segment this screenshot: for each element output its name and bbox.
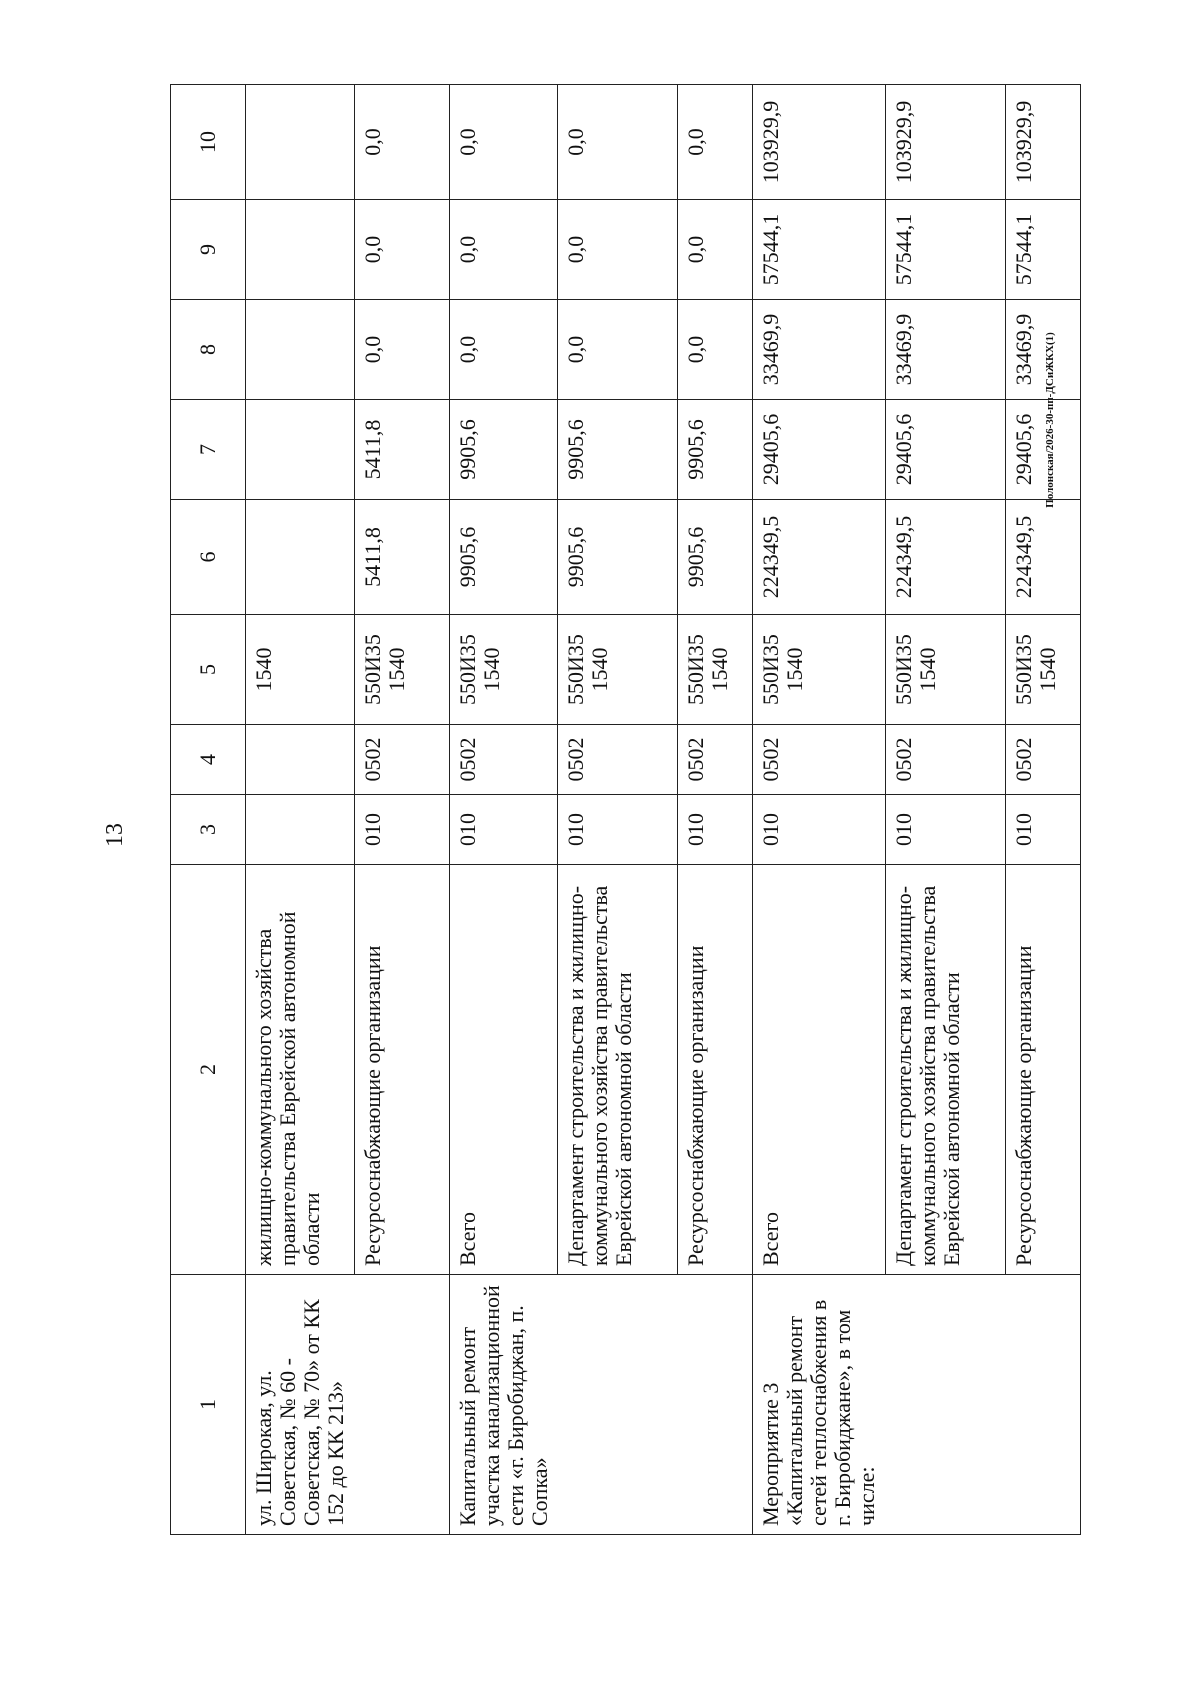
page-number: 13 <box>102 823 128 847</box>
value-cell: 9905,6 <box>678 500 753 615</box>
value-cell: 9905,6 <box>449 400 558 500</box>
section-code-cell: 0502 <box>1005 725 1080 795</box>
table-row <box>558 85 678 1535</box>
activity-cell <box>354 1275 449 1535</box>
value-cell: 0,0 <box>678 300 753 400</box>
value-cell: 224349,5 <box>1005 500 1080 615</box>
gr-code-cell: 010 <box>678 795 753 865</box>
value-cell: 0,0 <box>678 85 753 200</box>
value-cell: 57544,1 <box>885 200 1005 300</box>
header-cell: 4 <box>171 725 246 795</box>
value-cell: 9905,6 <box>558 400 678 500</box>
executor-cell: Всего <box>449 865 558 1275</box>
gr-code-cell: 010 <box>753 795 886 865</box>
value-cell <box>246 500 355 615</box>
value-cell: 0,0 <box>449 300 558 400</box>
value-cell: 0,0 <box>449 200 558 300</box>
activity-cell <box>678 1275 753 1535</box>
value-cell: 9905,6 <box>449 500 558 615</box>
value-cell: 224349,5 <box>753 500 886 615</box>
value-cell: 9905,6 <box>678 400 753 500</box>
executor-cell: Ресурсоснабжающие организации <box>678 865 753 1275</box>
target-code-cell: 550И35 1540 <box>558 615 678 725</box>
value-cell: 33469,9 <box>753 300 886 400</box>
section-code-cell: 0502 <box>354 725 449 795</box>
rotated-table-container <box>170 85 1060 1535</box>
value-cell: 0,0 <box>558 300 678 400</box>
header-row <box>171 85 246 1535</box>
value-cell: 0,0 <box>558 85 678 200</box>
value-cell: 0,0 <box>354 200 449 300</box>
value-cell: 29405,6 <box>885 400 1005 500</box>
section-code-cell: 0502 <box>678 725 753 795</box>
value-cell: 9905,6 <box>558 500 678 615</box>
gr-code-cell: 010 <box>558 795 678 865</box>
target-code-cell: 550И35 1540 <box>354 615 449 725</box>
value-cell: 103929,9 <box>885 85 1005 200</box>
executor-cell: Ресурсоснабжающие организации <box>1005 865 1080 1275</box>
target-code-cell: 1540 <box>246 615 355 725</box>
table-row <box>1005 85 1080 1535</box>
executor-cell: Департамент строительства и жилищно-коммунального хозяйства правительства Еврейской автономной области <box>558 865 678 1275</box>
activity-cell: Мероприятие 3 «Капитальный ремонт сетей теплоснабжения в г. Биробиджане», в том числе: <box>753 1275 886 1535</box>
value-cell: 0,0 <box>354 85 449 200</box>
header-cell: 3 <box>171 795 246 865</box>
value-cell: 0,0 <box>678 200 753 300</box>
value-cell: 103929,9 <box>1005 85 1080 200</box>
value-cell: 57544,1 <box>1005 200 1080 300</box>
section-code-cell: 0502 <box>753 725 886 795</box>
table-row <box>449 85 558 1535</box>
document-code: Полонская/2026-30-пп-ДСиЖКХ(1) <box>1044 332 1056 508</box>
table-row <box>354 85 449 1535</box>
value-cell <box>246 85 355 200</box>
header-cell: 2 <box>171 865 246 1275</box>
gr-code-cell: 010 <box>449 795 558 865</box>
executor-cell: Департамент строительства и жилищно-коммунального хозяйства правительства Еврейской автономной области <box>885 865 1005 1275</box>
gr-code-cell: 010 <box>1005 795 1080 865</box>
value-cell: 57544,1 <box>753 200 886 300</box>
value-cell: 0,0 <box>449 85 558 200</box>
gr-code-cell: 010 <box>885 795 1005 865</box>
value-cell: 0,0 <box>558 200 678 300</box>
target-code-cell: 550И35 1540 <box>753 615 886 725</box>
header-cell: 9 <box>171 200 246 300</box>
activity-cell: Капитальный ремонт участка канализационной сети «г. Биробиджан, п. Сопка» <box>449 1275 558 1535</box>
section-code-cell: 0502 <box>885 725 1005 795</box>
section-code-cell: 0502 <box>558 725 678 795</box>
activity-cell <box>885 1275 1005 1535</box>
value-cell <box>246 400 355 500</box>
executor-cell: жилищно-коммунального хозяйства правительства Еврейской автономной области <box>246 865 355 1275</box>
header-cell: 10 <box>171 85 246 200</box>
value-cell: 224349,5 <box>885 500 1005 615</box>
value-cell: 33469,9 <box>885 300 1005 400</box>
value-cell: 5411,8 <box>354 400 449 500</box>
value-cell: 103929,9 <box>753 85 886 200</box>
table-row <box>753 85 886 1535</box>
value-cell: 29405,6 <box>1005 400 1080 500</box>
value-cell: 29405,6 <box>753 400 886 500</box>
value-cell: 0,0 <box>354 300 449 400</box>
activity-cell <box>1005 1275 1080 1535</box>
gr-code-cell: 010 <box>354 795 449 865</box>
executor-cell: Всего <box>753 865 886 1275</box>
target-code-cell: 550И35 1540 <box>885 615 1005 725</box>
value-cell <box>246 300 355 400</box>
table-row <box>678 85 753 1535</box>
budget-table <box>170 84 1081 1535</box>
executor-cell: Ресурсоснабжающие организации <box>354 865 449 1275</box>
target-code-cell: 550И35 1540 <box>449 615 558 725</box>
gr-code-cell <box>246 795 355 865</box>
table-row <box>246 85 355 1535</box>
activity-cell: ул. Широкая, ул. Советская, № 60 - Советская, № 70» от КК 152 до КК 213» <box>246 1275 355 1535</box>
header-cell: 5 <box>171 615 246 725</box>
table-row <box>885 85 1005 1535</box>
value-cell: 5411,8 <box>354 500 449 615</box>
header-cell: 1 <box>171 1275 246 1535</box>
activity-cell <box>558 1275 678 1535</box>
header-cell: 6 <box>171 500 246 615</box>
section-code-cell: 0502 <box>449 725 558 795</box>
value-cell: 33469,9 <box>1005 300 1080 400</box>
header-cell: 7 <box>171 400 246 500</box>
value-cell <box>246 200 355 300</box>
target-code-cell: 550И35 1540 <box>678 615 753 725</box>
header-cell: 8 <box>171 300 246 400</box>
target-code-cell: 550И35 1540 <box>1005 615 1080 725</box>
section-code-cell <box>246 725 355 795</box>
